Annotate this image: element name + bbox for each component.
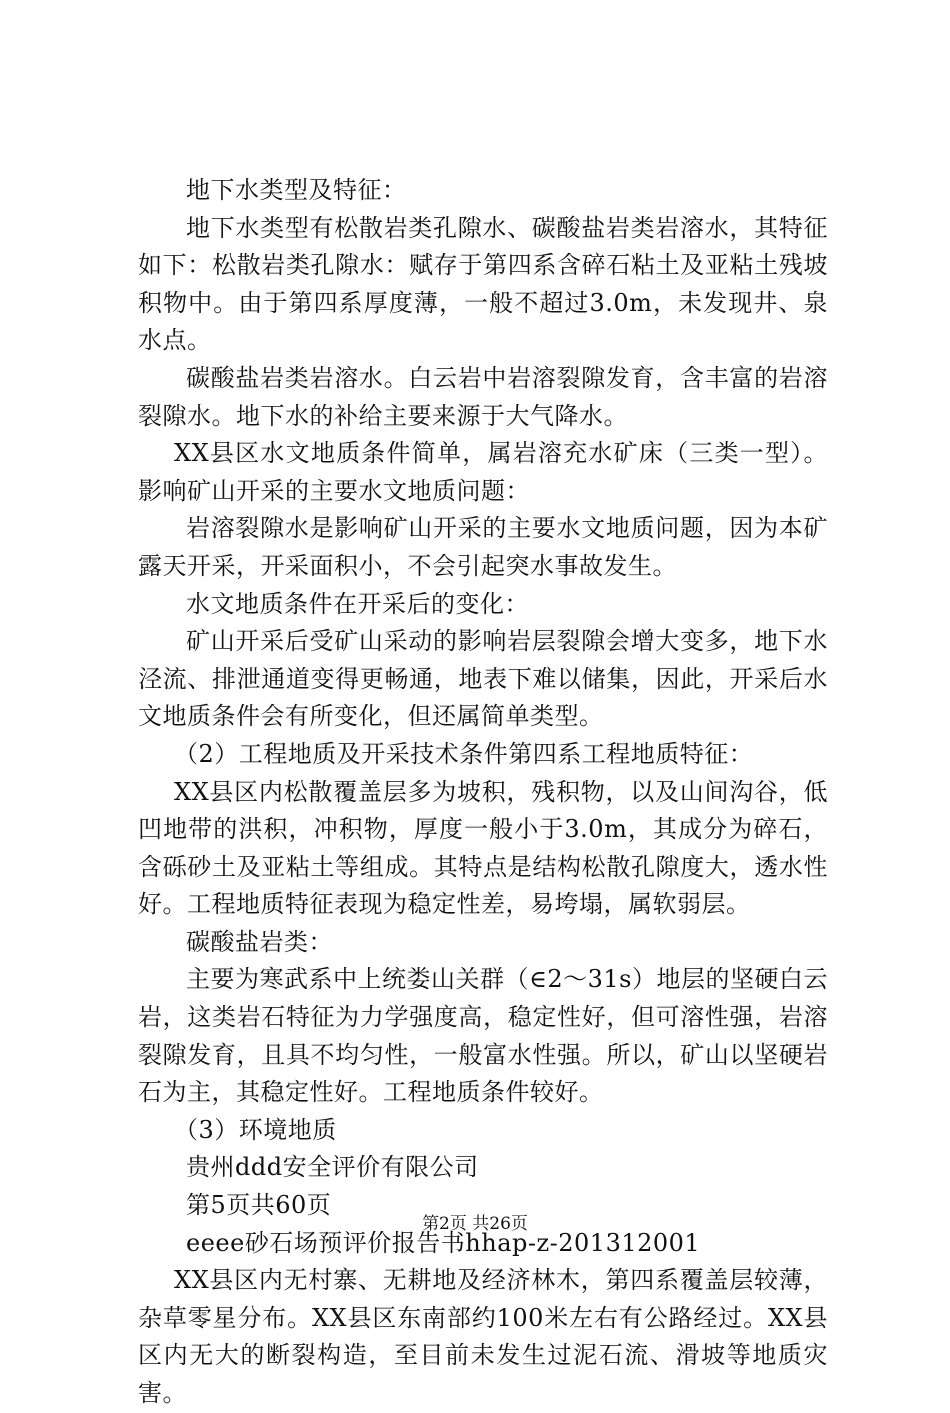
paragraph-karst-fissure-water: 岩溶裂隙水是影响矿山开采的主要水文地质问题，因为本矿露天开采，开采面积小，不会引起突水事故发生。 (138, 514, 828, 580)
paragraph-environment-description: XX县区内无村寨、无耕地及经济林木，第四系覆盖层较薄，杂草零星分布。XX县区东南部约100米左右有公路经过。XX县区内无大的断裂构造，至目前未发生过泥石流、滑坡等地质灾害。 (138, 1266, 828, 1407)
paragraph-loose-cover: XX县区内松散覆盖层多为坡积，残积物，以及山间沟谷，低凹地带的洪积，冲积物，厚度一般小于3.0m，其成分为碎石，含砾砂土及亚粘土等组成。其特点是结构松散孔隙度大，透水性好。工程地质特征表现为稳定性差，易垮塌，属软弱层。 (138, 777, 828, 919)
paragraph-report-code: eeee砂石场预评价报告书hhap-z-201312001 (186, 1228, 701, 1257)
paragraph-environment-heading: （3）环境地质 (174, 1115, 337, 1144)
paragraph-groundwater-heading: 地下水类型及特征： (186, 176, 407, 204)
paragraph-carbonate-heading: 碳酸盐岩类： (186, 927, 333, 956)
page-footer: 第2页 共26页 (422, 1214, 528, 1234)
paragraph-changes-after-mining: 矿山开采后受矿山采动的影响岩层裂隙会增大变多，地下水泾流、排泄通道变得更畅通，地表下难以储集，因此，开采后水文地质条件会有所变化，但还属简单类型。 (138, 627, 828, 731)
paragraph-carbonate-rocks: 主要为寒武系中上统娄山关群（∈2～31s）地层的坚硬白云岩，这类岩石特征为力学强度高，稳定性好，但可溶性强，岩溶裂隙发育，且具不均匀性，一般富水性强。所以，矿山以坚硬岩石为主，其稳定性好。工程地质条件较好。 (138, 965, 828, 1107)
paragraph-groundwater-types: 地下水类型有松散岩类孔隙水、碳酸盐岩类岩溶水，其特征如下：松散岩类孔隙水：赋存于第四系含碎石粘土及亚粘土残坡积物中。由于第四系厚度薄，一般不超过3.0m，未发现井、泉水点。 (138, 213, 828, 355)
paragraph-engineering-geology-heading: （2）工程地质及开采技术条件第四系工程地质特征： (174, 739, 754, 768)
paragraph-company-name: 贵州ddd安全评价有限公司 (186, 1153, 479, 1182)
paragraph-hydrogeology-conditions: XX县区水文地质条件简单，属岩溶充水矿床（三类一型）。影响矿山开采的主要水文地质问题： (138, 439, 828, 505)
paragraph-changes-heading: 水文地质条件在开采后的变化： (186, 589, 529, 618)
paragraph-inner-page-number: 第5页共60页 (186, 1191, 332, 1220)
paragraph-karst-water: 碳酸盐岩类岩溶水。白云岩中岩溶裂隙发育，含丰富的岩溶裂隙水。地下水的补给主要来源于大气降水。 (138, 363, 828, 430)
